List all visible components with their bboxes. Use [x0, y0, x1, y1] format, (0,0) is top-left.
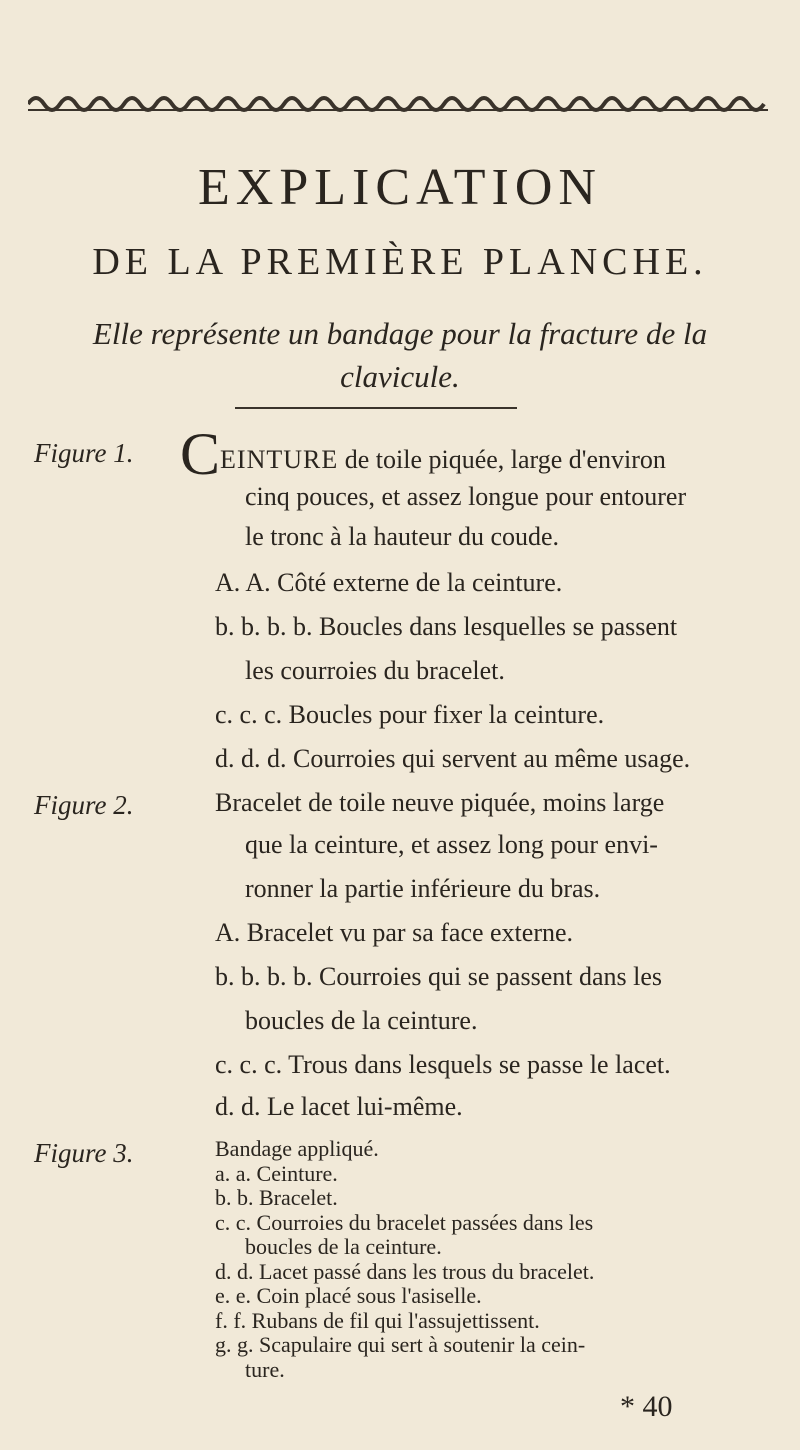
figure-3-line: boucles de la ceinture. [245, 1234, 442, 1259]
figure-2-label: Figure 2. [34, 790, 134, 820]
figure-2-line: boucles de la ceinture. [245, 1006, 478, 1035]
drop-cap: C [180, 421, 221, 487]
intro-paragraph [40, 312, 760, 398]
figure-3-label: Figure 3. [34, 1138, 134, 1168]
figure-1-line: b. b. b. b. Boucles dans lesquelles se passent [215, 612, 678, 641]
section-divider [235, 407, 517, 409]
figure-3-line: d. d. Lacet passé dans les trous du bracelet. [215, 1258, 595, 1284]
page-subtitle: DE LA PREMIÈRE PLANCHE. [92, 241, 708, 283]
figure-2-line: que la ceinture, et assez long pour envi- [245, 830, 658, 859]
lead-word: EINTURE [220, 445, 339, 474]
figure-3-line: a. a. Ceinture. [215, 1160, 338, 1186]
intro-line: Elle représente un bandage pour la fracture de la [92, 316, 708, 351]
figure-3-line: g. g. Scapulaire qui sert à soutenir la cein- [215, 1332, 586, 1357]
figure-1-label: Figure 1. [34, 438, 134, 468]
figure-2-line: ronner la partie inférieure du bras. [245, 874, 601, 903]
figure-1-line [180, 421, 666, 487]
intro-line: clavicule. [340, 359, 460, 394]
figure-3-line: b. b. Bracelet. [215, 1185, 338, 1210]
figure-2-line: A. Bracelet vu par sa face externe. [215, 918, 574, 947]
figure-2-line: Bracelet de toile neuve piquée, moins large [215, 788, 665, 817]
figure-2-line: c. c. c. Trous dans lesquels se passe le lacet. [215, 1050, 671, 1079]
figure-3-line: c. c. Courroies du bracelet passées dans les [215, 1209, 594, 1235]
figure-1-line: d. d. d. Courroies qui servent au même usage. [215, 744, 691, 773]
page-folio: * 40 [620, 1390, 673, 1423]
figure-1-line: cinq pouces, et assez longue pour entourer [245, 482, 687, 511]
figure-3-line: f. f. Rubans de fil qui l'assujettissent. [215, 1307, 540, 1333]
ornamental-border [28, 86, 768, 120]
figure-2-line: d. d. Le lacet lui-même. [215, 1092, 463, 1121]
figure-2-line: b. b. b. b. Courroies qui se passent dans les [215, 962, 663, 991]
line-text: de toile piquée, large d'environ [338, 445, 666, 474]
page-title: EXPLICATION [198, 159, 602, 216]
figure-1-line: c. c. c. Boucles pour fixer la ceinture. [215, 700, 605, 729]
figure-3-line: ture. [245, 1356, 285, 1382]
figure-1-line: le tronc à la hauteur du coude. [245, 522, 560, 551]
figure-3-line: e. e. Coin placé sous l'asiselle. [215, 1283, 482, 1308]
figure-3-line: Bandage appliqué. [215, 1136, 379, 1161]
figure-1-line: les courroies du bracelet. [245, 656, 505, 685]
figure-1-line: A. A. Côté externe de la ceinture. [215, 568, 563, 597]
